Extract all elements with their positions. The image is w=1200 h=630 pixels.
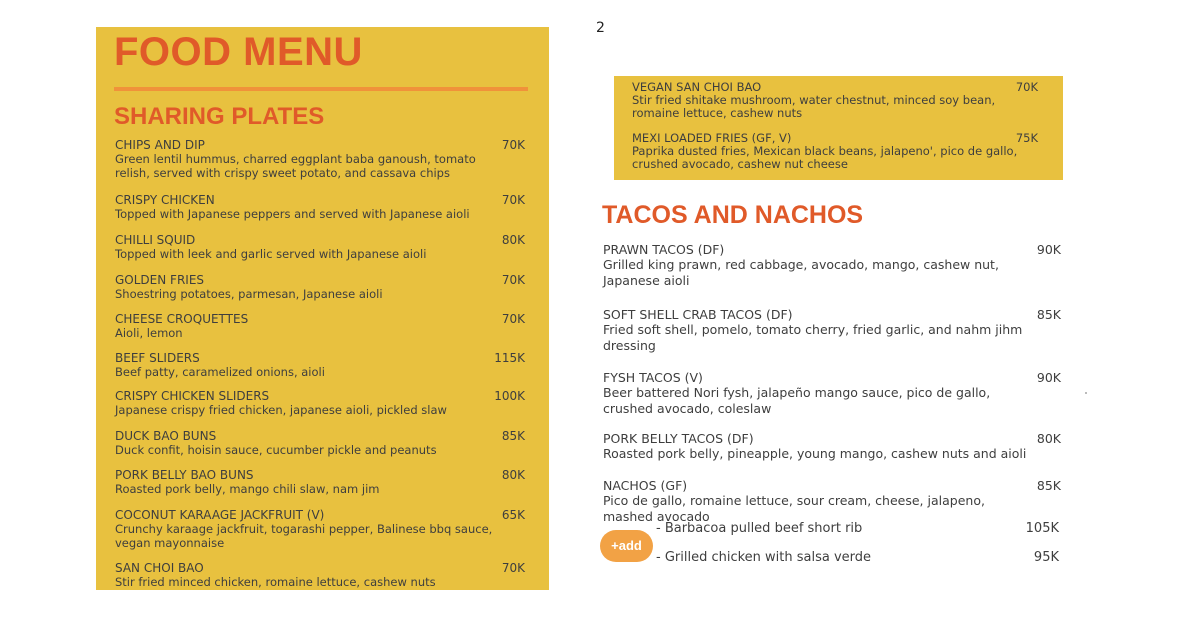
addon-price: 95K	[1033, 550, 1059, 565]
item-description: Grilled king prawn, red cabbage, avocado, mango, cashew nut,	[603, 257, 999, 272]
item-description: Paprika dusted fries, Mexican black beans, jalapeno', pico de gallo,	[632, 144, 1018, 158]
section-title-sharing-plates: SHARING PLATES	[114, 103, 325, 130]
addon-label: - Grilled chicken with salsa verde	[656, 550, 872, 565]
item-description: Japanese aioli	[603, 273, 690, 288]
item-price: 80K	[501, 233, 525, 247]
item-price: 80K	[501, 468, 525, 482]
page-title: FOOD MENU	[114, 30, 363, 74]
item-price: 70K	[501, 561, 525, 575]
title-divider	[114, 87, 528, 91]
item-name: CHEESE CROQUETTES	[115, 312, 249, 326]
menu-item	[115, 561, 525, 589]
item-name: MEXI LOADED FRIES (GF, V)	[632, 131, 792, 145]
menu-item	[603, 242, 1061, 289]
item-description: Roasted pork belly, mango chili slaw, nam jim	[115, 482, 380, 496]
item-name: PORK BELLY BAO BUNS	[115, 468, 254, 482]
menu-item	[115, 508, 525, 550]
item-price: 85K	[501, 429, 525, 443]
item-name: PORK BELLY TACOS (DF)	[603, 431, 754, 446]
item-name: GOLDEN FRIES	[115, 273, 205, 287]
item-description: Crunchy karaage jackfruit, togarashi pepper, Balinese bbq sauce,	[115, 522, 493, 536]
item-description: Shoestring potatoes, parmesan, Japanese aioli	[115, 287, 383, 301]
add-button[interactable]: +add	[600, 530, 653, 562]
item-price: 100K	[494, 389, 525, 403]
item-description: Duck confit, hoisin sauce, cucumber pickle and peanuts	[115, 443, 437, 457]
item-name: NACHOS (GF)	[603, 478, 688, 493]
menu-item	[632, 81, 1038, 120]
addon-price: 105K	[1025, 521, 1059, 536]
page-number: 2	[596, 20, 605, 36]
menu-item	[115, 193, 525, 221]
menu-item	[632, 132, 1038, 171]
decorative-dot	[1085, 392, 1087, 394]
item-description: Beef patty, caramelized onions, aioli	[115, 365, 325, 379]
item-description: Topped with Japanese peppers and served with Japanese aioli	[115, 207, 470, 221]
item-description: dressing	[603, 338, 656, 353]
item-price: 70K	[501, 138, 525, 152]
item-description: romaine lettuce, cashew nuts	[632, 106, 803, 120]
menu-item	[115, 273, 525, 301]
menu-item	[115, 429, 525, 457]
item-price: 85K	[1036, 478, 1061, 493]
item-name: PRAWN TACOS (DF)	[603, 242, 725, 257]
menu-item	[115, 389, 525, 417]
item-price: 80K	[1036, 431, 1061, 446]
menu-item	[603, 307, 1061, 354]
item-description: Aioli, lemon	[115, 326, 183, 340]
menu-item	[115, 233, 525, 261]
menu-item	[115, 468, 525, 496]
menu-item	[603, 370, 1061, 417]
item-description: Beer battered Nori fysh, jalapeño mango sauce, pico de gallo,	[603, 385, 991, 400]
item-price: 75K	[1015, 131, 1038, 145]
item-description: crushed avocado, coleslaw	[603, 401, 772, 416]
item-price: 70K	[1015, 80, 1038, 94]
item-description: mashed avocado	[603, 509, 710, 524]
item-price: 115K	[494, 351, 525, 365]
item-description: Topped with leek and garlic served with Japanese aioli	[115, 247, 427, 261]
item-name: CRISPY CHICKEN	[115, 193, 215, 207]
section-title-tacos-and-nachos: TACOS AND NACHOS	[602, 201, 864, 229]
item-price: 70K	[501, 312, 525, 326]
item-name: SAN CHOI BAO	[115, 561, 204, 575]
menu-item	[115, 312, 525, 340]
item-name: CRISPY CHICKEN SLIDERS	[115, 389, 270, 403]
menu-item	[115, 351, 525, 379]
item-name: FYSH TACOS (V)	[603, 370, 703, 385]
item-price: 65K	[501, 508, 525, 522]
menu-item	[603, 478, 1061, 525]
item-description: relish, served with crispy sweet potato, and cassava chips	[115, 166, 450, 180]
item-description: Stir fried minced chicken, romaine lettuce, cashew nuts	[115, 575, 436, 589]
menu-item	[115, 138, 525, 180]
item-description: Roasted pork belly, pineapple, young mango, cashew nuts and aioli	[603, 446, 1027, 461]
item-name: SOFT SHELL CRAB TACOS (DF)	[603, 307, 793, 322]
item-description: Japanese crispy fried chicken, japanese aioli, pickled slaw	[115, 403, 447, 417]
item-price: 90K	[1036, 242, 1061, 257]
item-description: Fried soft shell, pomelo, tomato cherry, fried garlic, and nahm jihm	[603, 322, 1023, 337]
item-price: 85K	[1036, 307, 1061, 322]
item-description: crushed avocado, cashew nut cheese	[632, 157, 848, 171]
item-price: 90K	[1036, 370, 1061, 385]
item-description: Stir fried shitake mushroom, water chestnut, minced soy bean,	[632, 93, 996, 107]
item-name: COCONUT KARAAGE JACKFRUIT (V)	[115, 508, 325, 522]
item-price: 70K	[501, 273, 525, 287]
item-name: BEEF SLIDERS	[115, 351, 200, 365]
item-name: CHILLI SQUID	[115, 233, 196, 247]
menu-item	[603, 431, 1061, 462]
item-name: VEGAN SAN CHOI BAO	[632, 80, 762, 94]
item-description: Pico de gallo, romaine lettuce, sour cream, cheese, jalapeno,	[603, 493, 985, 508]
addon-label: - Barbacoa pulled beef short rib	[656, 521, 863, 536]
item-description: Green lentil hummus, charred eggplant baba ganoush, tomato	[115, 152, 476, 166]
item-description: vegan mayonnaise	[115, 536, 225, 550]
item-price: 70K	[501, 193, 525, 207]
item-name: DUCK BAO BUNS	[115, 429, 217, 443]
item-name: CHIPS AND DIP	[115, 138, 205, 152]
